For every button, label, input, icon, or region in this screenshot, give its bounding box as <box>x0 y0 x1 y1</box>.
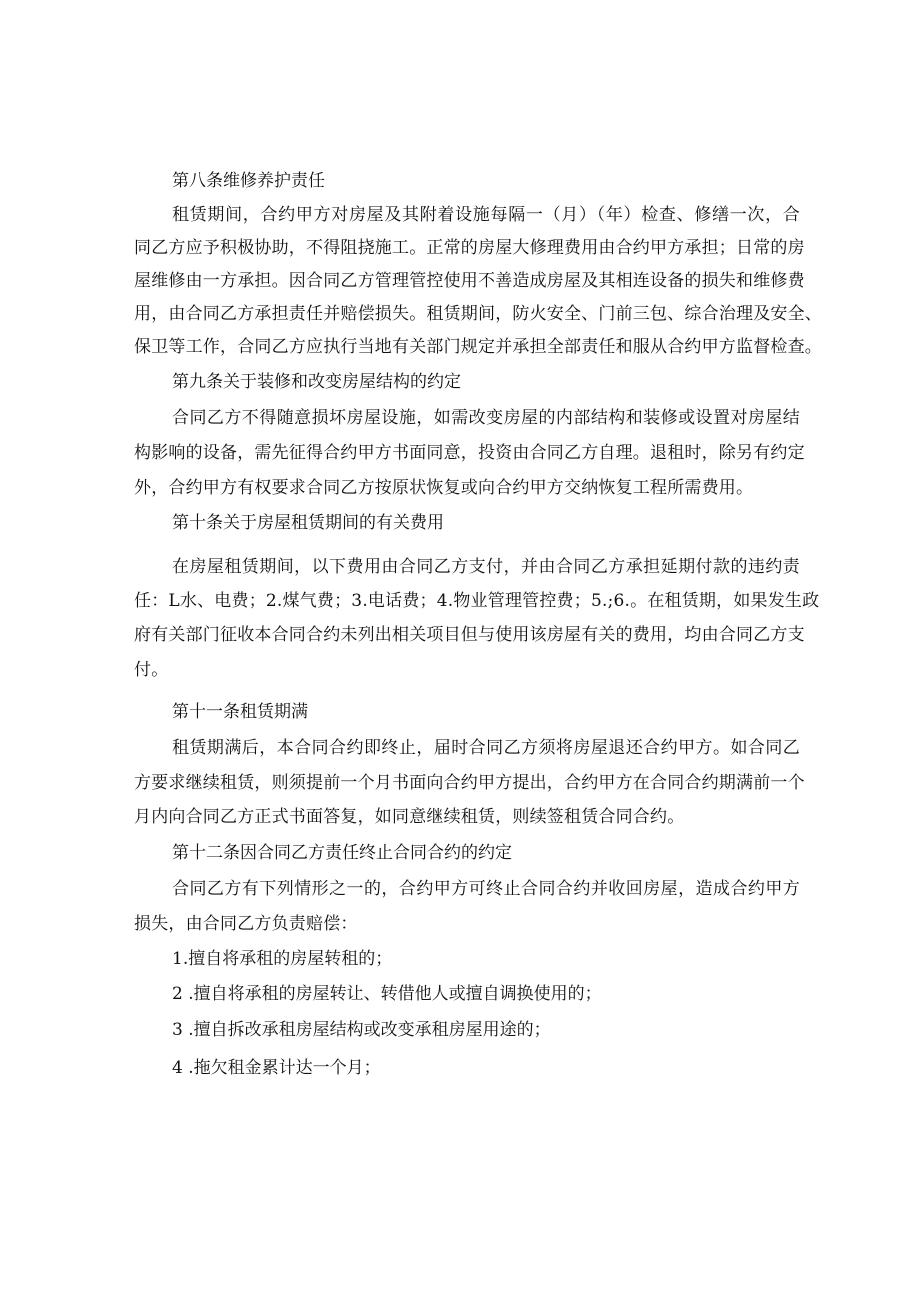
article-8-line-5: 保卫等工作，合同乙方应执行当地有关部门规定并承担全部责任和服从合约甲方监督检查。 <box>134 337 822 357</box>
article-8-line-4: 用，由合同乙方承担责任并赔偿损失。租赁期间，防火安全、门前三包、综合治理及安全、 <box>134 304 822 324</box>
article-8-line-3: 屋维修由一方承担。因合同乙方管理管控使用不善造成房屋及其相连设备的损失和维修费 <box>134 271 805 291</box>
article-9-heading: 第九条关于装修和改变房屋结构的约定 <box>172 372 461 392</box>
article-9-line-3: 外，合约甲方有权要求合同乙方按原状恢复或向合约甲方交纳恢复工程所需费用。 <box>134 478 754 498</box>
list-item: 2 .擅自将承租的房屋转让、转借他人或擅自调换使用的； <box>172 984 602 1004</box>
article-8-line-2: 同乙方应予积极协助，不得阻挠施工。正常的房屋大修理费用由合约甲方承担；日常的房 <box>134 238 805 258</box>
article-12-line-1: 合同乙方有下列情形之一的，合约甲方可终止合同合约并收回房屋，造成合约甲方 <box>172 879 800 899</box>
article-11-line-3: 月内向合同乙方正式书面答复，如同意继续租赁，则续签租赁合同合约。 <box>134 807 685 827</box>
list-item: 4 .拖欠租金累计达一个月； <box>172 1058 381 1078</box>
list-item: 3 .擅自拆改承租房屋结构或改变承租房屋用途的； <box>172 1020 551 1040</box>
article-12-heading: 第十二条因合同乙方责任终止合同合约的约定 <box>172 843 512 863</box>
article-8-heading: 第八条维修养护责任 <box>172 171 325 191</box>
article-11-line-1: 租赁期满后，本合同合约即终止，届时合同乙方须将房屋退还合约甲方。如合同乙 <box>172 738 800 758</box>
article-10-line-2: 任：L水、电费；2.煤气费；3.电话费；4.物业管理管控费；5.;6.。在租赁期，如果发生政 <box>134 591 820 611</box>
article-9-line-2: 构影响的设备，需先征得合约甲方书面同意，投资由合同乙方自理。退租时，除另有约定 <box>134 443 805 463</box>
article-12-line-2: 损失，由合同乙方负责赔偿： <box>134 914 358 934</box>
article-9-line-1: 合同乙方不得随意损坏房屋设施，如需改变房屋的内部结构和装修或设置对房屋结 <box>172 408 800 428</box>
article-8-line-1: 租赁期间，合约甲方对房屋及其附着设施每隔一（月）（年）检查、修缮一次，合 <box>172 205 800 225</box>
article-10-line-4: 付。 <box>134 660 169 680</box>
article-11-heading: 第十一条租赁期满 <box>172 702 308 722</box>
article-11-line-2: 方要求继续租赁，则须提前一个月书面向合约甲方提出，合约甲方在合同合约期满前一个 <box>134 773 805 793</box>
article-10-heading: 第十条关于房屋租赁期间的有关费用 <box>172 513 444 533</box>
article-10-line-3: 府有关部门征收本合同合约未列出相关项目但与使用该房屋有关的费用，均由合同乙方支 <box>134 625 805 645</box>
article-10-line-1: 在房屋租赁期间，以下费用由合同乙方支付，并由合同乙方承担延期付款的违约责 <box>172 557 800 577</box>
list-item: 1.擅自将承租的房屋转租的； <box>172 949 393 969</box>
